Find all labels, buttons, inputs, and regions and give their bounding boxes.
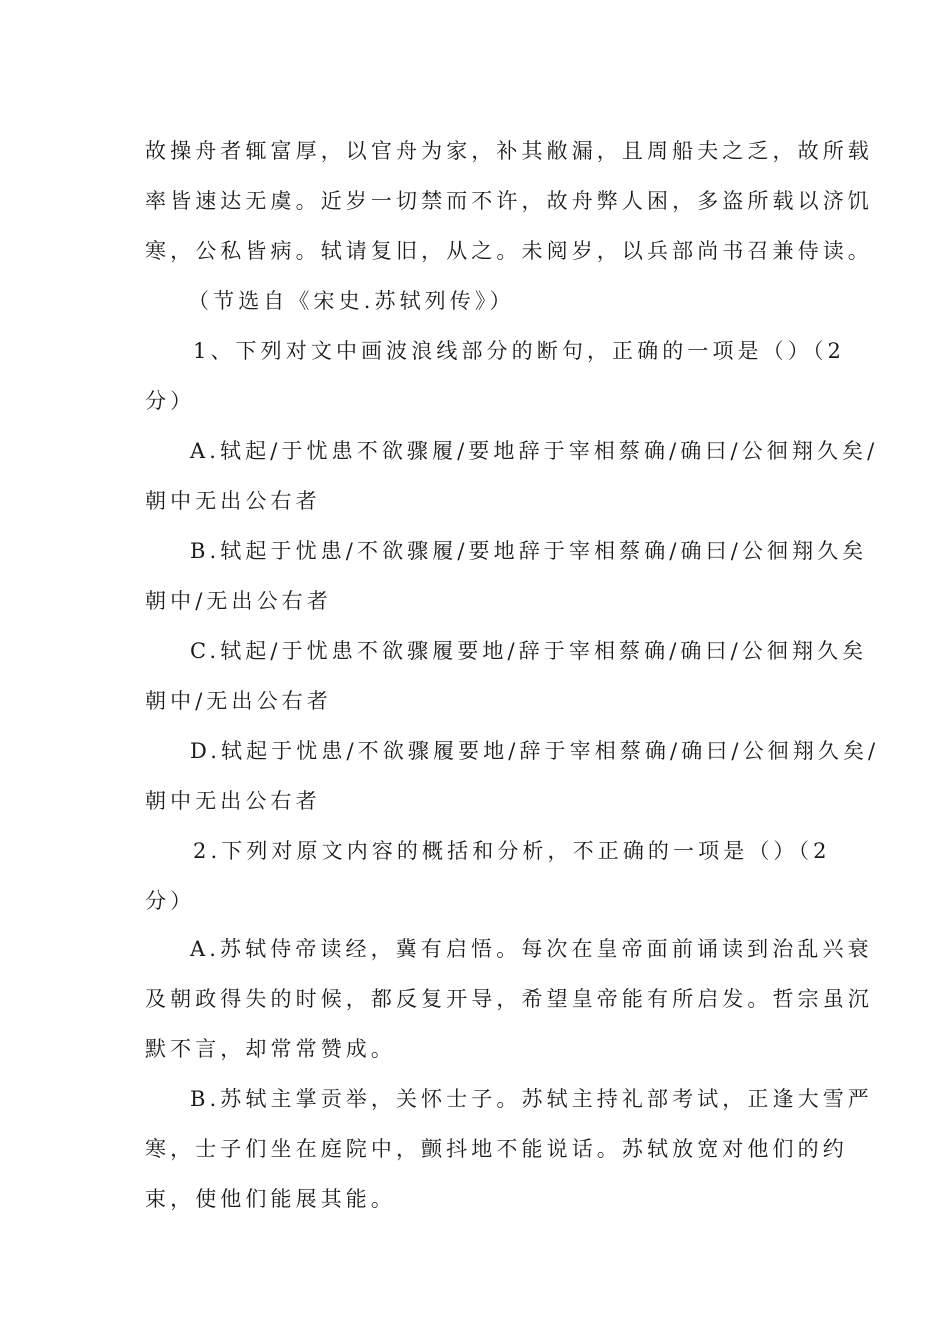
text-line: 默不言，却常常赞成。 bbox=[145, 1037, 396, 1061]
text-line: 束，使他们能展其能。 bbox=[145, 1187, 396, 1211]
text-line: 故操舟者辄富厚，以官舟为家，补其敝漏，且周船夫之乏，故所载 bbox=[145, 139, 873, 163]
question-1-option-b: B.轼起于忧患/不欲骤履/要地辞于宰相蔡确/确曰/公徊翔久矣 bbox=[190, 539, 868, 563]
question-1-option-a: A.轼起/于忧患不欲骤履/要地辞于宰相蔡确/确曰/公徊翔久矣/ bbox=[190, 439, 879, 463]
text-line: 朝中/无出公右者 bbox=[145, 689, 332, 713]
text-line: 寒，公私皆病。轼请复旧，从之。未阅岁，以兵部尚书召兼侍读。 bbox=[145, 239, 873, 263]
question-2-option-a: A.苏轼侍帝读经，冀有启悟。每次在皇帝面前诵读到治乱兴衰 bbox=[190, 937, 873, 961]
question-1-stem: 1、下列对文中画波浪线部分的断句，正确的一项是（）（2 bbox=[193, 339, 845, 363]
text-line: 朝中/无出公右者 bbox=[145, 589, 332, 613]
question-1-option-c: C.轼起/于忧患不欲骤履要地/辞于宰相蔡确/确曰/公徊翔久矣 bbox=[190, 639, 868, 663]
text-line: 分） bbox=[145, 389, 196, 413]
text-line: 率皆速达无虞。近岁一切禁而不许，故舟弊人困，多盗所载以济饥 bbox=[145, 189, 873, 213]
text-line: 朝中无出公右者 bbox=[145, 489, 321, 513]
text-line: 朝中无出公右者 bbox=[145, 789, 321, 813]
text-line: 寒，士子们坐在庭院中，颤抖地不能说话。苏轼放宽对他们的约 bbox=[145, 1137, 848, 1161]
question-2-option-b: B.苏轼主掌贡举，关怀士子。苏轼主持礼部考试，正逢大雪严 bbox=[190, 1087, 873, 1111]
text-line: 分） bbox=[145, 889, 196, 913]
source-citation: （节选自《宋史.苏轼列传》） bbox=[188, 289, 515, 313]
question-2-stem: 2.下列对原文内容的概括和分析，不正确的一项是（）（2 bbox=[193, 839, 831, 863]
question-1-option-d: D.轼起于忧患/不欲骤履要地/辞于宰相蔡确/确曰/公徊翔久矣/ bbox=[190, 739, 880, 763]
text-line: 及朝政得失的时候，都反复开导，希望皇帝能有所启发。哲宗虽沉 bbox=[145, 987, 873, 1011]
